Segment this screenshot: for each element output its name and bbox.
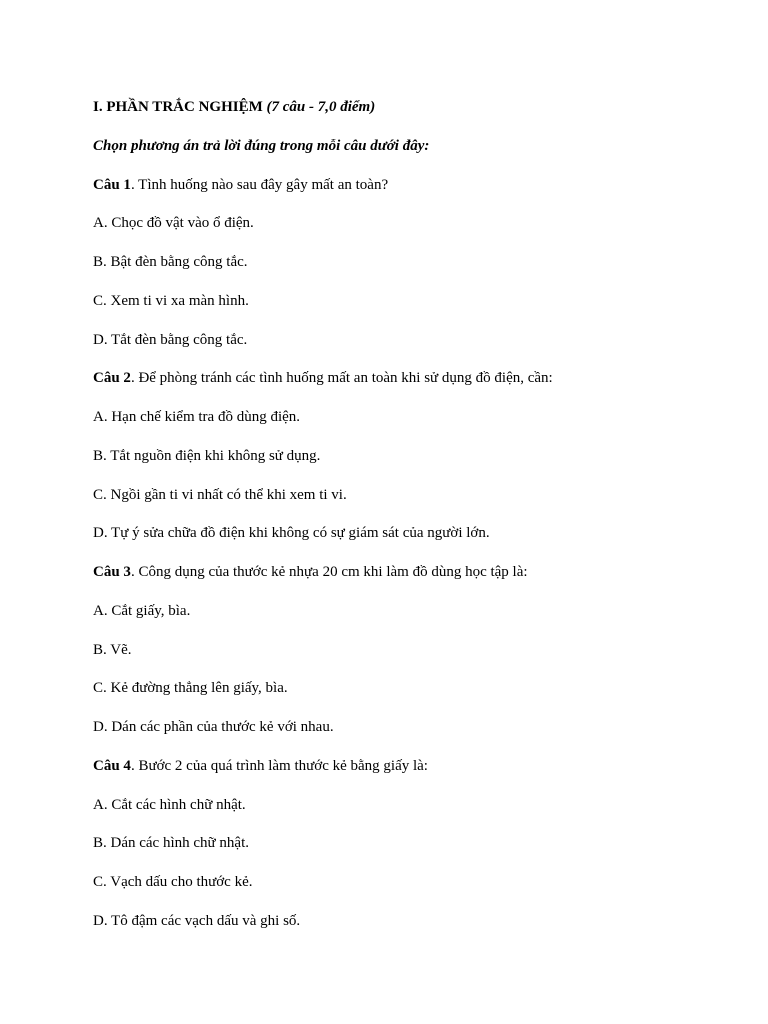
question-label: Câu 2 xyxy=(93,370,131,386)
question-1-option-a: A. Chọc đồ vật vào ổ điện. xyxy=(93,215,254,231)
section-heading xyxy=(93,98,375,116)
question-2-option-d: D. Tự ý sửa chữa đồ điện khi không có sự giám sát của người lớn. xyxy=(93,525,490,541)
question-1-option-d: D. Tắt đèn bằng công tắc. xyxy=(93,332,248,348)
question-label: Câu 3 xyxy=(93,564,131,580)
question-1 xyxy=(93,176,388,194)
question-4-option-d: D. Tô đậm các vạch dấu và ghi số. xyxy=(93,913,301,929)
question-text: . Tình huống nào sau đây gây mất an toàn? xyxy=(130,177,389,193)
section-heading-note: (7 câu - 7,0 điểm) xyxy=(266,99,376,115)
question-3-option-a: A. Cắt giấy, bìa. xyxy=(93,603,191,619)
question-2 xyxy=(93,369,553,387)
question-2-option-a: A. Hạn chế kiểm tra đồ dùng điện. xyxy=(93,409,301,425)
question-4-option-b: B. Dán các hình chữ nhật. xyxy=(93,835,249,851)
question-2-option-c: C. Ngồi gần ti vi nhất có thể khi xem ti vi. xyxy=(93,487,347,503)
question-3-option-d: D. Dán các phần của thước kẻ với nhau. xyxy=(93,719,334,735)
question-text: . Để phòng tránh các tình huống mất an toàn khi sử dụng đồ điện, cần: xyxy=(130,370,553,386)
section-instruction: Chọn phương án trả lời đúng trong mỗi câu dưới đây: xyxy=(93,138,430,154)
question-label: Câu 1 xyxy=(93,177,131,193)
question-label: Câu 4 xyxy=(93,758,131,774)
question-1-option-b: B. Bật đèn bằng công tắc. xyxy=(93,254,248,270)
section-heading-title: I. PHẦN TRẮC NGHIỆM xyxy=(93,99,263,115)
question-3 xyxy=(93,563,528,581)
question-text: . Bước 2 của quá trình làm thước kẻ bằng giấy là: xyxy=(130,758,428,774)
question-4-option-c: C. Vạch dấu cho thước kẻ. xyxy=(93,874,253,890)
question-4 xyxy=(93,757,428,775)
question-3-option-b: B. Vẽ. xyxy=(93,642,132,658)
question-4-option-a: A. Cắt các hình chữ nhật. xyxy=(93,797,246,813)
question-2-option-b: B. Tắt nguồn điện khi không sử dụng. xyxy=(93,448,321,464)
question-text: . Công dụng của thước kẻ nhựa 20 cm khi làm đồ dùng học tập là: xyxy=(130,564,528,580)
question-1-option-c: C. Xem ti vi xa màn hình. xyxy=(93,293,249,309)
question-3-option-c: C. Kẻ đường thẳng lên giấy, bìa. xyxy=(93,680,288,696)
